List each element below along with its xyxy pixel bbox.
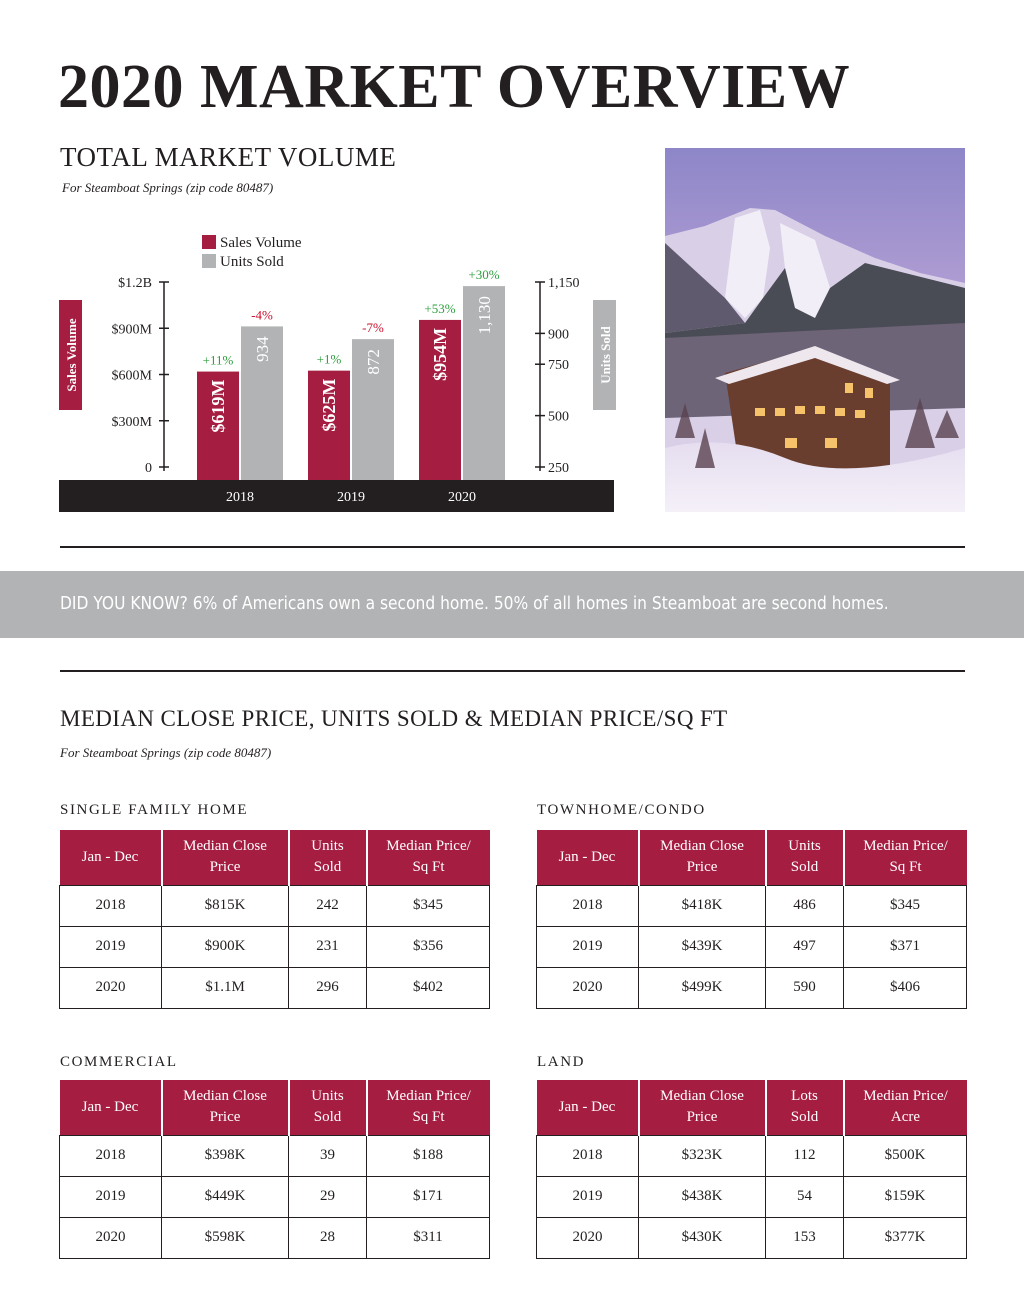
table-cell: 486 <box>766 885 844 926</box>
table-header-row <box>60 830 490 885</box>
table-header-row <box>60 1080 490 1135</box>
legend-entry: Sales Volume <box>220 235 302 251</box>
table-cell: $1.1M <box>162 967 289 1008</box>
volume-section-subtitle: For Steamboat Springs (zip code 80487) <box>62 180 274 195</box>
header-period: Jan - Dec <box>537 1080 639 1135</box>
header-line: Median Price/ <box>863 838 948 855</box>
header-line: Median Price/ <box>386 1088 471 1105</box>
commercial-label: COMMERCIAL <box>60 1054 178 1070</box>
commercial-table <box>59 1080 490 1259</box>
table-cell: $406 <box>844 967 967 1008</box>
table-cell: 2020 <box>537 967 639 1008</box>
table-cell: 54 <box>766 1176 844 1217</box>
table-cell: 2019 <box>537 926 639 967</box>
table-cell: $311 <box>367 1217 490 1258</box>
header-median-price <box>844 830 967 885</box>
single-family-table <box>59 830 490 1009</box>
table-cell: 112 <box>766 1135 844 1176</box>
townhome-label: TOWNHOME/CONDO <box>537 802 706 818</box>
table-cell: $356 <box>367 926 490 967</box>
header-line: Acre <box>890 1109 921 1126</box>
right-tick-label: 1,150 <box>548 276 580 291</box>
header-line: Median Close <box>183 838 267 855</box>
table-row <box>537 1176 967 1217</box>
table-cell: $900K <box>162 926 289 967</box>
did-you-know-banner <box>0 571 1024 638</box>
table-cell: $418K <box>639 885 766 926</box>
table-cell: 2019 <box>60 926 162 967</box>
table-cell: 2020 <box>60 1217 162 1258</box>
header-median-close <box>162 1080 289 1135</box>
right-axis-title: Units Sold <box>598 326 613 384</box>
table-cell: 2018 <box>537 885 639 926</box>
header-sold <box>289 830 367 885</box>
table-cell: 2020 <box>537 1217 639 1258</box>
table-cell: 2018 <box>537 1135 639 1176</box>
table-cell: 2018 <box>60 1135 162 1176</box>
table-cell: 2018 <box>60 885 162 926</box>
table-cell: 242 <box>289 885 367 926</box>
header-line: Sq Ft <box>412 1109 445 1126</box>
table-cell: 29 <box>289 1176 367 1217</box>
sales-volume-change-label: +53% <box>424 300 456 316</box>
left-tick-label: $900M <box>111 322 152 338</box>
left-axis-title: Sales Volume <box>64 318 79 392</box>
table-cell: $438K <box>639 1176 766 1217</box>
header-line: Units <box>311 838 344 855</box>
table-cell: 2020 <box>60 967 162 1008</box>
left-tick-label: $600M <box>111 368 152 384</box>
x-category-label: 2018 <box>226 490 254 505</box>
table-cell: $377K <box>844 1217 967 1258</box>
table-cell: $439K <box>639 926 766 967</box>
header-line: Lots <box>791 1088 818 1105</box>
market-volume-chart <box>56 226 616 516</box>
median-section-title: MEDIAN CLOSE PRICE, UNITS SOLD & MEDIAN PRICE/SQ FT <box>60 706 728 731</box>
x-category-label: 2020 <box>448 490 476 505</box>
table-row <box>537 967 967 1008</box>
table-row <box>60 926 490 967</box>
banner-text: DID YOU KNOW? 6% of Americans own a second home. 50% of all homes in Steamboat are second homes. <box>60 593 889 614</box>
header-median-price <box>844 1080 967 1135</box>
header-line: Median Close <box>660 838 744 855</box>
table-cell: 231 <box>289 926 367 967</box>
divider-top <box>60 546 965 548</box>
table-cell: $345 <box>844 885 967 926</box>
table-cell: 28 <box>289 1217 367 1258</box>
units-sold-change-label: -7% <box>362 320 384 336</box>
sales-volume-value-label: $954M <box>430 327 450 381</box>
sales-volume-change-label: +1% <box>316 351 342 367</box>
units-sold-change-label: +30% <box>468 267 500 283</box>
table-cell: $430K <box>639 1217 766 1258</box>
header-line: Sq Ft <box>412 859 445 876</box>
table-row <box>537 1135 967 1176</box>
table-cell: $159K <box>844 1176 967 1217</box>
table-cell: $402 <box>367 967 490 1008</box>
header-line: Median Price/ <box>386 838 471 855</box>
table-cell: 153 <box>766 1217 844 1258</box>
header-sold <box>766 1080 844 1135</box>
table-row <box>60 1217 490 1258</box>
left-tick-label: $300M <box>111 414 152 430</box>
left-tick-label: 0 <box>145 461 152 476</box>
table-cell: 2019 <box>537 1176 639 1217</box>
header-line: Median Close <box>183 1088 267 1105</box>
table-cell: $323K <box>639 1135 766 1176</box>
table-cell: $815K <box>162 885 289 926</box>
header-median-close <box>639 830 766 885</box>
right-tick-label: 500 <box>548 409 569 425</box>
page-title: 2020 MARKET OVERVIEW <box>58 53 851 121</box>
table-cell: $371 <box>844 926 967 967</box>
header-median-close <box>162 830 289 885</box>
table-cell: $598K <box>162 1217 289 1258</box>
header-median-close <box>639 1080 766 1135</box>
legend-swatch <box>202 254 216 268</box>
legend-entry: Units Sold <box>220 254 284 270</box>
header-period: Jan - Dec <box>60 830 162 885</box>
units-sold-value-label: 872 <box>364 349 383 375</box>
sales-volume-value-label: $619M <box>208 379 228 433</box>
table-cell: $345 <box>367 885 490 926</box>
header-line: Units <box>788 838 821 855</box>
header-line: Sold <box>313 859 342 876</box>
header-period: Jan - Dec <box>537 830 639 885</box>
units-sold-value-label: 1,130 <box>475 296 494 335</box>
table-cell: $500K <box>844 1135 967 1176</box>
divider-bottom <box>60 670 965 672</box>
table-cell: $188 <box>367 1135 490 1176</box>
right-tick-label: 750 <box>548 358 569 374</box>
units-sold-change-label: -4% <box>251 307 273 323</box>
table-row <box>60 967 490 1008</box>
table-header-row <box>537 1080 967 1135</box>
mountain-lodge-photo <box>665 148 965 512</box>
header-line: Sold <box>790 1109 819 1126</box>
volume-section-title: TOTAL MARKET VOLUME <box>60 142 397 172</box>
header-line: Price <box>686 859 718 876</box>
right-tick-label: 250 <box>548 461 569 476</box>
header-sold <box>289 1080 367 1135</box>
table-cell: 590 <box>766 967 844 1008</box>
header-median-price <box>367 830 490 885</box>
sales-volume-change-label: +11% <box>202 352 234 368</box>
table-cell: $499K <box>639 967 766 1008</box>
land-table <box>536 1080 967 1259</box>
header-line: Median Price/ <box>863 1088 948 1105</box>
header-period: Jan - Dec <box>60 1080 162 1135</box>
header-line: Sold <box>790 859 819 876</box>
header-line: Sold <box>313 1109 342 1126</box>
header-line: Sq Ft <box>889 859 922 876</box>
table-cell: 497 <box>766 926 844 967</box>
table-cell: $398K <box>162 1135 289 1176</box>
single-family-label: SINGLE FAMILY HOME <box>60 802 249 818</box>
table-cell: 39 <box>289 1135 367 1176</box>
header-line: Price <box>209 1109 241 1126</box>
units-sold-value-label: 934 <box>253 336 272 362</box>
townhome-table <box>536 830 967 1009</box>
table-row <box>60 885 490 926</box>
table-row <box>60 1176 490 1217</box>
table-cell: $171 <box>367 1176 490 1217</box>
table-row <box>537 1217 967 1258</box>
header-line: Price <box>686 1109 718 1126</box>
header-median-price <box>367 1080 490 1135</box>
table-row <box>60 1135 490 1176</box>
right-tick-label: 900 <box>548 327 569 343</box>
table-cell: 2019 <box>60 1176 162 1217</box>
table-row <box>537 885 967 926</box>
header-sold <box>766 830 844 885</box>
table-cell: 296 <box>289 967 367 1008</box>
sales-volume-value-label: $625M <box>319 378 339 432</box>
left-tick-label: $1.2B <box>118 276 152 291</box>
header-line: Units <box>311 1088 344 1105</box>
table-row <box>537 926 967 967</box>
median-section-subtitle: For Steamboat Springs (zip code 80487) <box>60 745 272 760</box>
header-line: Median Close <box>660 1088 744 1105</box>
table-cell: $449K <box>162 1176 289 1217</box>
x-category-label: 2019 <box>337 490 365 505</box>
table-header-row <box>537 830 967 885</box>
land-label: LAND <box>537 1054 586 1070</box>
header-line: Price <box>209 859 241 876</box>
legend-swatch <box>202 235 216 249</box>
